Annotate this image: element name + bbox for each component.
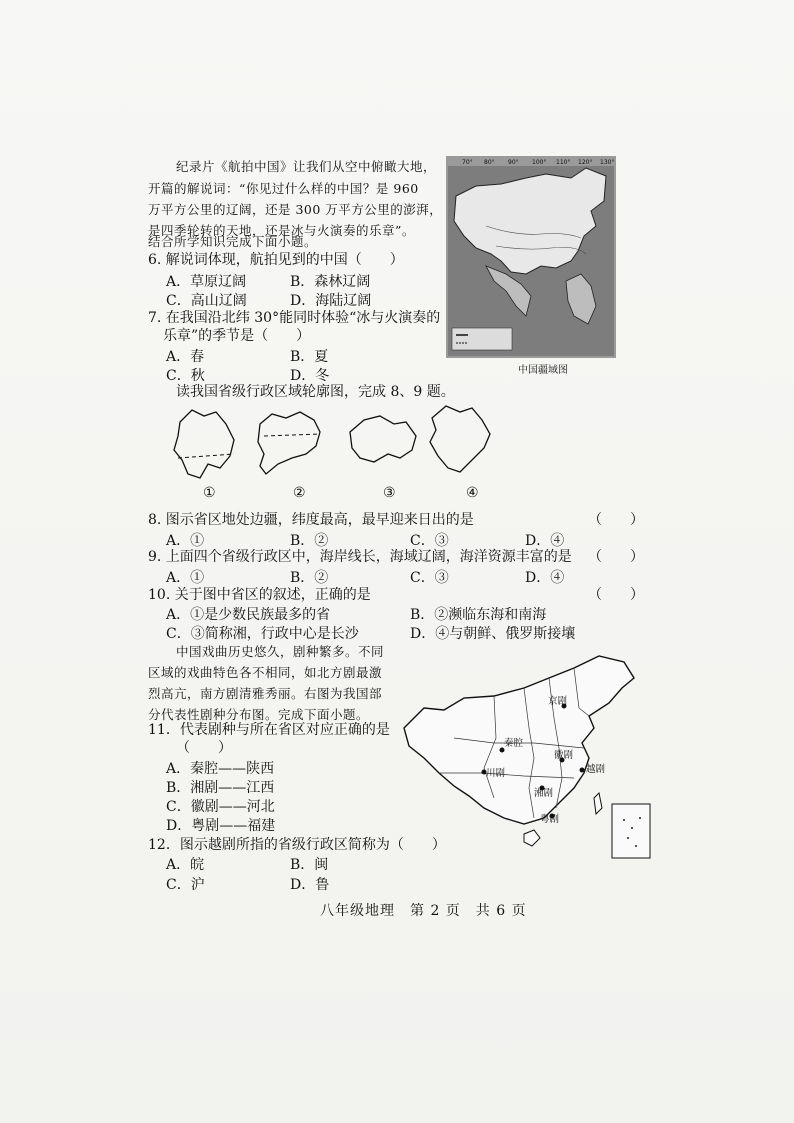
lon-label: 120°	[578, 159, 593, 166]
q6-option-a[interactable]: A．草原辽阔	[166, 274, 247, 290]
q10-option-c[interactable]: C．③简称湘，行政中心是长沙	[166, 626, 359, 642]
outline-label-2: ②	[293, 485, 306, 501]
outline-intro: 读我国省级行政区域轮廓图，完成 8、9 题。	[176, 384, 455, 400]
q11-option-c[interactable]: C．徽剧——河北	[166, 799, 275, 815]
page-footer: 八年级地理 第 2 页 共 6 页	[320, 903, 527, 919]
label-qinqiang: 秦腔	[504, 738, 524, 749]
q9-paren: （ ）	[588, 549, 644, 565]
q6-stem: 6. 解说词体现，航拍见到的中国（ ）	[148, 252, 404, 268]
q10-option-b[interactable]: B．②濒临东海和南海	[410, 607, 547, 623]
china-territory-map	[446, 156, 616, 358]
lon-label: 130°	[600, 159, 615, 166]
opera-distribution-map	[384, 648, 664, 866]
outline-label-1: ①	[203, 485, 216, 501]
q9-stem: 9. 上面四个省级行政区中，海岸线长，海域辽阔，海洋资源丰富的是	[148, 549, 572, 565]
lon-label: 70°	[462, 159, 473, 166]
opera-intro-line-3: 烈高亢，南方剧清雅秀丽。右图为我国部	[148, 686, 383, 701]
q10-stem: 10. 关于图中省区的叙述，正确的是	[148, 587, 371, 603]
outline-3	[350, 416, 416, 462]
lon-label: 80°	[484, 159, 495, 166]
q10-option-d[interactable]: D．④与朝鲜、俄罗斯接壤	[410, 626, 576, 642]
q7-option-c[interactable]: C．秋	[166, 368, 205, 384]
outline-4	[430, 406, 490, 472]
opera-intro-line-2: 区域的戏曲特色各不相同，如北方剧最激	[148, 665, 383, 680]
q8-option-d[interactable]: D．④	[525, 533, 565, 549]
q11-option-a[interactable]: A．秦腔——陕西	[166, 761, 275, 777]
q11-stem: 11．代表剧种与所在省区对应正确的是	[148, 722, 390, 738]
outline-label-3: ③	[383, 485, 396, 501]
q12-stem: 12．图示越剧所指的省级行政区简称为（ ）	[148, 837, 446, 853]
opera-intro-line-1: 中国戏曲历史悠久，剧种繁多。不同	[176, 644, 385, 659]
label-jingju: 京剧	[548, 696, 568, 707]
q6-option-c[interactable]: C．高山辽阔	[166, 293, 247, 309]
q11-paren: （ ）	[176, 740, 232, 756]
q8-stem: 8. 图示省区地处边疆，纬度最高，最早迎来日出的是	[148, 512, 474, 528]
q10-option-a[interactable]: A．①是少数民族最多的省	[166, 607, 331, 623]
q8-option-c[interactable]: C．③	[410, 533, 449, 549]
label-yueju: 越剧	[586, 764, 606, 775]
outline-2	[258, 412, 320, 474]
q7-option-b[interactable]: B．夏	[290, 349, 329, 365]
q9-option-a[interactable]: A．①	[166, 570, 205, 586]
q12-option-a[interactable]: A．皖	[166, 857, 205, 873]
q7-option-a[interactable]: A．春	[166, 349, 205, 365]
q6-option-b[interactable]: B．森林辽阔	[290, 274, 371, 290]
q10-paren: （ ）	[588, 587, 644, 603]
label-huiju: 徽剧	[554, 750, 574, 761]
q8-option-a[interactable]: A．①	[166, 533, 205, 549]
map-lon-labels	[462, 159, 614, 166]
intro-line-4: 是四季轮转的天地，还是冰与火演奏的乐章”。	[148, 223, 415, 238]
q8-paren: （ ）	[588, 512, 644, 528]
lon-label: 110°	[556, 159, 571, 166]
q7-option-d[interactable]: D．冬	[290, 368, 330, 384]
q11-option-d[interactable]: D．粤剧——福建	[166, 818, 276, 834]
label-xiangju: 湘剧	[534, 788, 554, 799]
lon-label: 90°	[508, 159, 519, 166]
q11-option-b[interactable]: B．湘剧——江西	[166, 780, 275, 796]
q12-option-d[interactable]: D．鲁	[290, 877, 330, 893]
intro-line-5: 结合所学知识完成下面小题。	[148, 234, 318, 249]
intro-line-3: 万平方公里的辽阔，还是 300 万平方公里的澎湃，	[148, 202, 443, 217]
q7-stem-1: 7. 在我国沿北纬 30°能同时体验“冰与火演奏的	[148, 310, 441, 326]
outline-label-4: ④	[466, 485, 479, 501]
label-yueju-canton: 粤剧	[540, 814, 560, 825]
map1-caption: 中国疆域图	[518, 365, 568, 376]
outline-1	[174, 410, 234, 478]
intro-line-2: 开篇的解说词：“你见过什么样的中国？是 960	[148, 181, 419, 196]
q7-stem-2: 乐章”的季节是（ ）	[163, 328, 311, 344]
q12-option-b[interactable]: B．闽	[290, 857, 329, 873]
lon-label: 100°	[532, 159, 547, 166]
label-chuanju: 川剧	[486, 768, 506, 779]
q9-option-d[interactable]: D．④	[525, 570, 565, 586]
province-outlines	[160, 402, 500, 486]
opera-intro-line-4: 分代表性剧种分布图。完成下面小题。	[148, 707, 370, 722]
q9-option-c[interactable]: C．③	[410, 570, 449, 586]
q9-option-b[interactable]: B．②	[290, 570, 329, 586]
intro-line-1: 纪录片《航拍中国》让我们从空中俯瞰大地，	[176, 159, 437, 174]
q8-option-b[interactable]: B．②	[290, 533, 329, 549]
q12-option-c[interactable]: C．沪	[166, 877, 205, 893]
q6-option-d[interactable]: D．海陆辽阔	[290, 293, 372, 309]
yueju-marker	[580, 768, 585, 773]
